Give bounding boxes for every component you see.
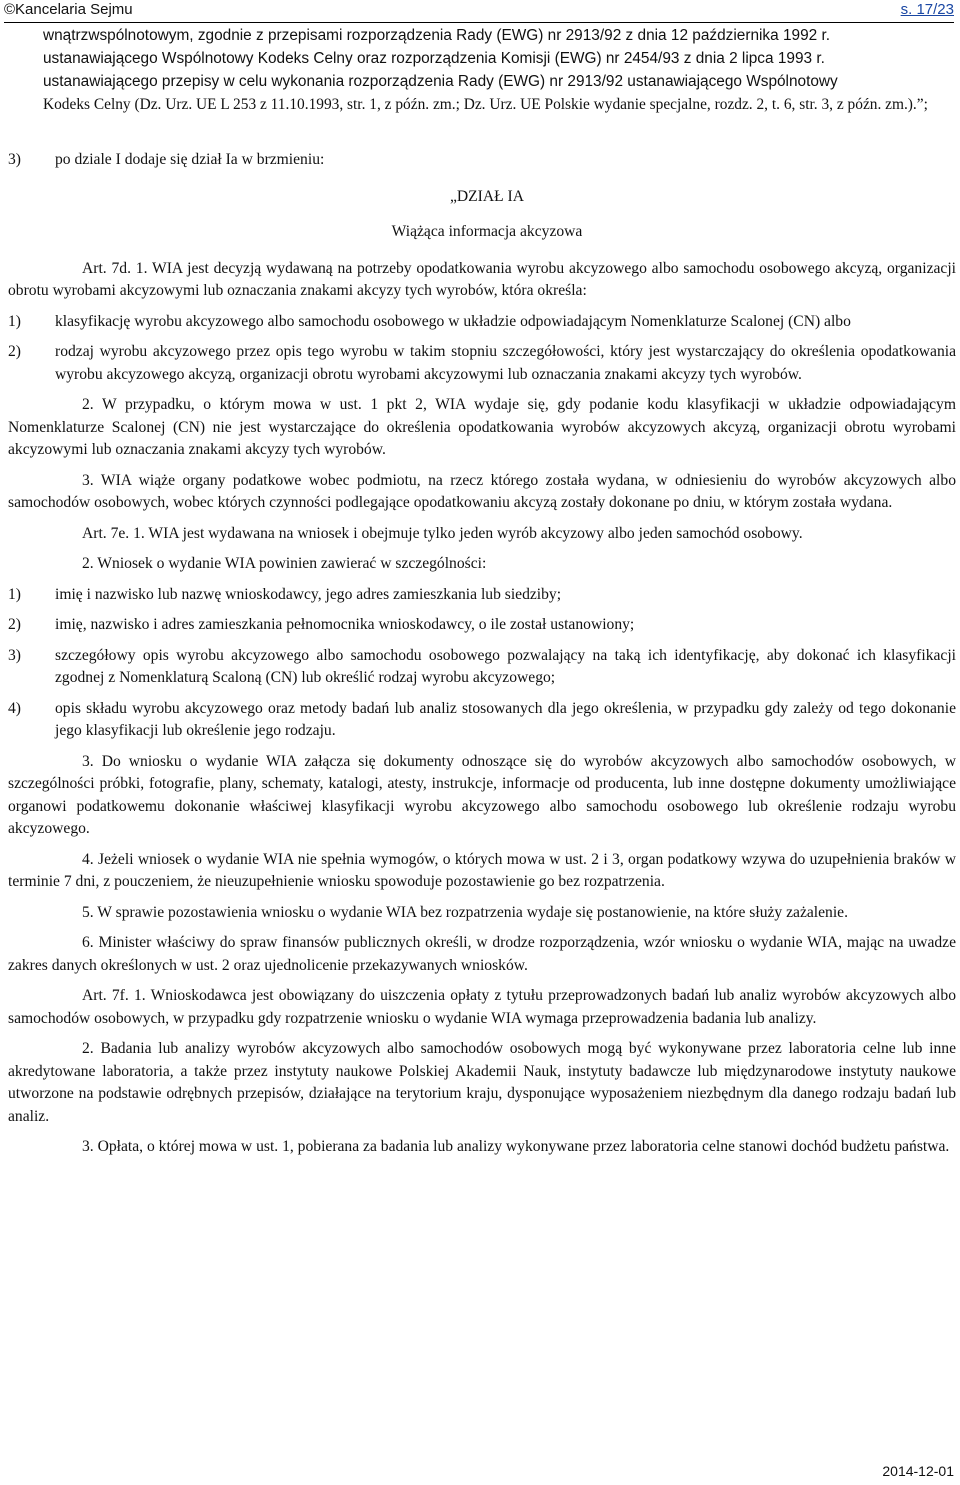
lead-line: ustanawiającego Wspólnotowy Kodeks Celny oraz rozporządzenia Komisji (EWG) nr 2454/93 z dnia 2 lipca 1993 r. [43,50,825,67]
page-header [4,0,954,23]
item-text: klasyfikację wyrobu akcyzowego albo samochodu osobowego w układzie odpowiadającym Nomenklaturze Scalonej (CN) albo [55,312,851,330]
article-7e-paragraph-4: 4. Jeżeli wniosek o wydanie WIA nie spełnia wymogów, o których mowa w ust. 2 i 3, organ podatkowy wzywa do uzupełnienia braków w terminie 7 dni, z pouczeniem, że nieuzupełnienie wniosku spowoduje pozostawienie go bez rozpatrzenia. [8,850,956,890]
article-7d-paragraph-1: Art. 7d. 1. WIA jest decyzją wydawaną na potrzeby opodatkowania wyrobu akcyzowego albo samochodu osobowego akcyzą, organizacji obrotu wyrobami akcyzowymi lub oznaczania znakami akcyzy tych wyrobów, która określa: [8,259,956,299]
page-date: 2014-12-01 [882,1463,954,1479]
list-item [8,341,956,386]
list-item [8,584,956,607]
list-item [8,614,956,637]
article-7e-paragraph-3: 3. Do wniosku o wydanie WIA załącza się dokumenty odnoszące się do wyrobów akcyzowych albo samochodów osobowych, w szczególności próbki, fotografie, plany, schematy, katalogi, atesty, instrukcje, informacje od producenta, lub inne dostępne dokumenty umożliwiające organowi podatkowemu dokonanie właściwej klasyfikacji wyrobu akcyzowego albo samochodu osobowego lub określenie rodzaju wyrobu akcyzowego. [8,752,956,837]
item-text: imię i nazwisko lub nazwę wnioskodawcy, jego adres zamieszkania lub siedziby; [55,585,562,603]
item-text: rodzaj wyrobu akcyzowego przez opis tego wyrobu w takim stopniu szczegółowości, który jest wystarczający do określenia opodatkowania wyrobu akcyzowego akcyzą, organizacji obrotu wyrobami akcyzowymi lub oznaczania znakami akcyzy tych wyrobów. [55,343,956,383]
list-item [8,698,956,743]
item-text: imię, nazwisko i adres zamieszkania pełnomocnika wnioskodawcy, o ile został ustanowiony; [55,616,635,633]
article-7e-paragraph-1: Art. 7e. 1. WIA jest wydawana na wniosek i obejmuje tylko jeden wyrób akcyzowy albo jeden samochód osobowy. [82,524,803,542]
point-text: po dziale I dodaje się dział Ia w brzmieniu: [55,151,325,168]
article-7f-paragraph-3: 3. Opłata, o której mowa w ust. 1, pobierana za badania lub analizy wykonywane przez laboratoria celne stanowi dochód budżetu państwa. [82,1138,950,1155]
list-item [8,311,956,334]
article-7f-paragraph-2: 2. Badania lub analizy wyrobów akcyzowych albo samochodów osobowych mogą być wykonywane przez laboratoria celne lub inne akredytowane laboratoria, a także przez instytuty naukowe Polskiej Akademii Nauk, instytuty badawcze lub międzynarodowe instytuty naukowe utworzone na podstawie odrębnych przepisów, działające na terytorium kraju, dysponujące wyposażeniem niezbędnym dla danego rodzaju badań lub analiz. [8,1040,956,1125]
lead-paragraph [43,24,955,116]
item-number: 2) [8,343,21,360]
article-7f-paragraph-1: Art. 7f. 1. Wnioskodawca jest obowiązany do uiszczenia opłaty z tytułu przeprowadzonych badań lub analiz wyrobów akcyzowych albo samochodów osobowych, w przypadku gdy rozpatrzenie wniosku o wydanie WIA wymaga przeprowadzenia badania lub analizy. [8,987,956,1027]
lead-line: wnątrzwspólnotowym, zgodnie z przepisami rozporządzenia Rady (EWG) nr 2913/92 z dnia 12 października 1992 r. [43,27,831,44]
item-number: 1) [8,312,21,330]
amendment-point [8,149,956,172]
article-7d-paragraph-2: 2. W przypadku, o którym mowa w ust. 1 pkt 2, WIA wydaje się, gdy podanie kodu klasyfikacji w układzie odpowiadającym Nomenklaturze Scalonej (CN) nie jest wystarczające do określenia opodatkowania wyrobów akcyzowych akcyzą, organizacji obrotu wyrobami akcyzowymi lub oznaczania znakami akcyzy tych wyrobów. [8,396,956,458]
item-text: szczegółowy opis wyrobu akcyzowego albo samochodu osobowego pozwalający na taką ich identyfikację, aby dokonać ich klasyfikacji zgodnej z Nomenklaturą Scaloną (CN) lub określić rodzaj wyrobu akcyzowego; [55,646,956,686]
article-7e-paragraph-2: 2. Wniosek o wydanie WIA powinien zawierać w szczególności: [82,555,487,572]
list-item [8,645,956,690]
article-7d-paragraph-3: 3. WIA wiąże organy podatkowe wobec podmiotu, na rzecz którego została wydana, w odniesieniu do wyrobów akcyzowych albo samochodów osobowych, wobec których czynności podlegające opodatkowaniu akcyzą zostały dokonane po dniu, w którym została wydana. [8,471,956,511]
article-7e-paragraph-5: 5. W sprawie pozostawienia wniosku o wydanie WIA bez rozpatrzenia wydaje się postanowienie, na które służy zażalenie. [82,903,848,921]
item-number: 1) [8,585,21,603]
lead-tail: Kodeks Celny (Dz. Urz. UE L 253 z 11.10.1993, str. 1, z późn. zm.; Dz. Urz. UE Polskie wydanie specjalne, rozdz. 2, t. 6, str. 3, z późn. zm.).”; [43,96,928,113]
point-number: 3) [8,151,21,168]
division-subtitle: Wiążąca informacja akcyzowa [391,223,583,240]
item-number: 4) [8,699,21,717]
article-7e-paragraph-6: 6. Minister właściwy do spraw finansów publicznych określi, w drodze rozporządzenia, wzór wniosku o wydanie WIA, mając na uwadze zakres danych określonych w ust. 2 oraz ujednolicenie przekazywanych wniosków. [8,934,956,974]
lead-line: ustanawiającego przepisy w celu wykonania rozporządzenia Rady (EWG) nr 2913/92 ustanawiającego Wspólnotowy [43,73,838,90]
division-title: „DZIAŁ IA [449,187,525,205]
document-body [8,149,956,1167]
item-number: 3) [8,646,21,664]
copyright-label: ©Kancelaria Sejmu [4,1,133,18]
page-number-link[interactable]: s. 17/23 [900,1,954,18]
item-text: opis składu wyrobu akcyzowego oraz metody badań lub analiz stosowanych dla jego określenia, w przypadku gdy zależy od tego dokonanie jego klasyfikacji lub określenie jego rodzaju. [55,699,956,739]
item-number: 2) [8,616,21,633]
